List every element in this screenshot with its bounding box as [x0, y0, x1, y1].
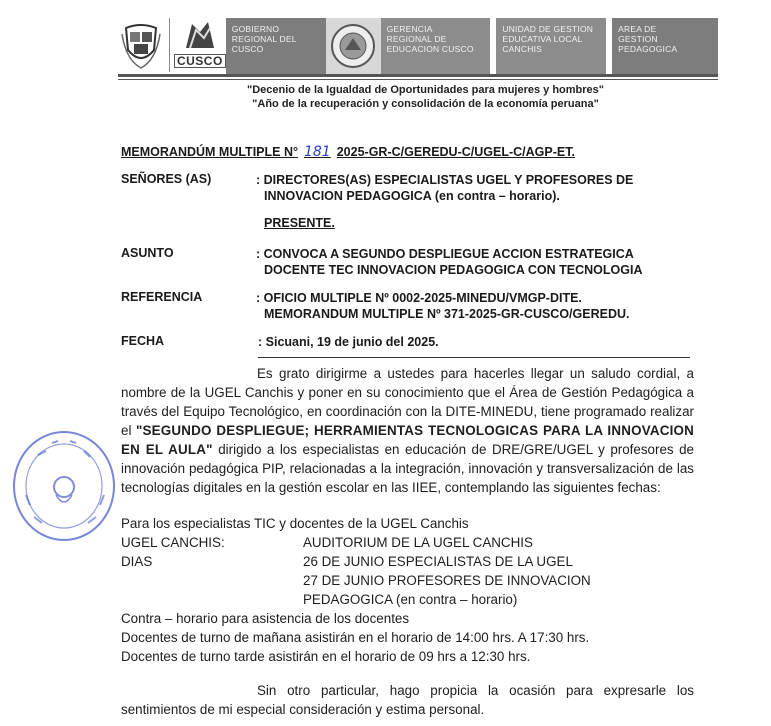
peru-coat-of-arms-icon [118, 18, 165, 72]
geredu-seal-icon [326, 18, 381, 74]
cusco-emblem-icon [182, 18, 218, 52]
header-rule-thin [118, 79, 718, 80]
senores-line-1: : DIRECTORES(AS) ESPECIALISTAS UGEL Y PROFESORES DE [256, 173, 634, 187]
memo-title [121, 144, 575, 160]
header-rule [118, 74, 718, 77]
dias-line-1: 26 DE JUNIO ESPECIALISTAS DE LA UGEL [303, 554, 573, 569]
fecha-label: FECHA [121, 334, 165, 348]
cusco-logo-text: CUSCO [174, 54, 226, 68]
ugel-label: UGEL CANCHIS: [121, 535, 225, 550]
dias-label: DIAS [121, 554, 153, 569]
fecha-rule [258, 357, 690, 358]
asunto-label: ASUNTO [121, 246, 174, 260]
ugel-value: AUDITORIUM DE LA UGEL CANCHIS [303, 535, 533, 550]
band-line: GOBIERNO [231, 24, 280, 34]
asunto-value [256, 246, 696, 278]
p1-end: dirigido a los especialistas en educación de DRE/GRE/UGEL y profesores de innovación pedagógica PIP, relacionadas a la integración, innovación y transversalización de las tecnologías digitales en la gestión escolar en las IIEE, contemplando las siguientes fechas: [121, 442, 694, 495]
memo-number: 181 [303, 144, 331, 160]
letterhead [118, 18, 718, 74]
band-line: EDUCATIVA LOCAL [502, 34, 583, 44]
cusco-logo [169, 18, 226, 72]
audience-line: Para los especialistas TIC y docentes de la UGEL Canchis [121, 516, 469, 531]
senores-value [256, 172, 696, 204]
band-gobierno [226, 18, 326, 74]
referencia-value [256, 290, 696, 322]
referencia-label: REFERENCIA [121, 290, 203, 304]
band-area [612, 18, 718, 74]
band-gerencia [381, 18, 491, 74]
memo-title-suffix: 2025-GR-C/GEREDU-C/UGEL-C/AGP-ET. [336, 145, 575, 159]
band-line: EDUCACION CUSCO [386, 44, 474, 54]
senores-line-2: INNOVACION PEDAGOGICA (en contra – horario). [264, 189, 560, 203]
slogan-decenio: "Decenio de la Igualdad de Oportunidades para mujeres y hombres" [246, 84, 605, 96]
band-line: AREA DE [618, 24, 657, 34]
contra-horario-line: Contra – horario para asistencia de los docentes [121, 611, 410, 626]
memo-title-prefix: MEMORANDÚM MULTIPLE N° [121, 145, 298, 159]
closing-paragraph [121, 681, 694, 719]
turno-manana-line: Docentes de turno de mañana asistirán en el horario de 14:00 hrs. A 17:30 hrs. [121, 630, 590, 645]
closing-text: Sin otro particular, hago propicia la ocasión para expresarle los sentimientos de mi especial consideración y estima personal. [121, 683, 694, 717]
p1-bold-title: "SEGUNDO DESPLIEGUE; HERRAMIENTAS TECNOLOGICAS PARA LA INNOVACION EN EL AULA" [121, 423, 694, 457]
dias-line-2: 27 DE JUNIO PROFESORES DE INNOVACION [303, 573, 591, 588]
ugel-stamp-icon [8, 425, 120, 547]
fecha-value: : Sicuani, 19 de junio del 2025. [258, 335, 439, 349]
band-line: GERENCIA [386, 24, 433, 34]
slogan-anio: "Año de la recuperación y consolidación de la economía peruana" [252, 98, 599, 110]
band-line: CANCHIS [502, 44, 542, 54]
senores-label: SEÑORES (AS) [121, 172, 212, 186]
p1-start: Es grato dirigirme a ustedes para hacerles llegar un saludo cordial, a nombre de la UGEL Canchis y poner en su conocimiento que el Área de Gestión Pedagógica a través del Equipo Tecnológico, en coordinación con la DITE-MINEDU, tiene programado realizar el [121, 366, 694, 438]
band-line: PEDAGOGICA [618, 44, 678, 54]
asunto-line-1: : CONVOCA A SEGUNDO DESPLIEGUE ACCION ESTRATEGICA [256, 247, 634, 261]
dias-line-3: PEDAGOGICA (en contra – horario) [303, 592, 518, 607]
asunto-line-2: DOCENTE TEC INNOVACION PEDAGOGICA CON TECNOLOGIA [264, 263, 643, 277]
band-line: REGIONAL DE [386, 34, 447, 44]
referencia-line-2: MEMORANDUM MULTIPLE Nº 371-2025-GR-CUSCO/GEREDU. [264, 307, 630, 321]
band-ugel [496, 18, 606, 74]
turno-tarde-line: Docentes de turno tarde asistirán en el horario de 09 hrs a 12:30 hrs. [121, 649, 531, 664]
presente: PRESENTE. [264, 216, 335, 230]
referencia-line-1: : OFICIO MULTIPLE Nº 0002-2025-MINEDU/VMGP-DITE. [256, 291, 582, 305]
body-paragraph [121, 364, 694, 497]
band-line: UNIDAD DE GESTION [502, 24, 594, 34]
band-line: GESTION [618, 34, 658, 44]
band-line: REGIONAL DEL [231, 34, 297, 44]
band-line: CUSCO [231, 44, 264, 54]
